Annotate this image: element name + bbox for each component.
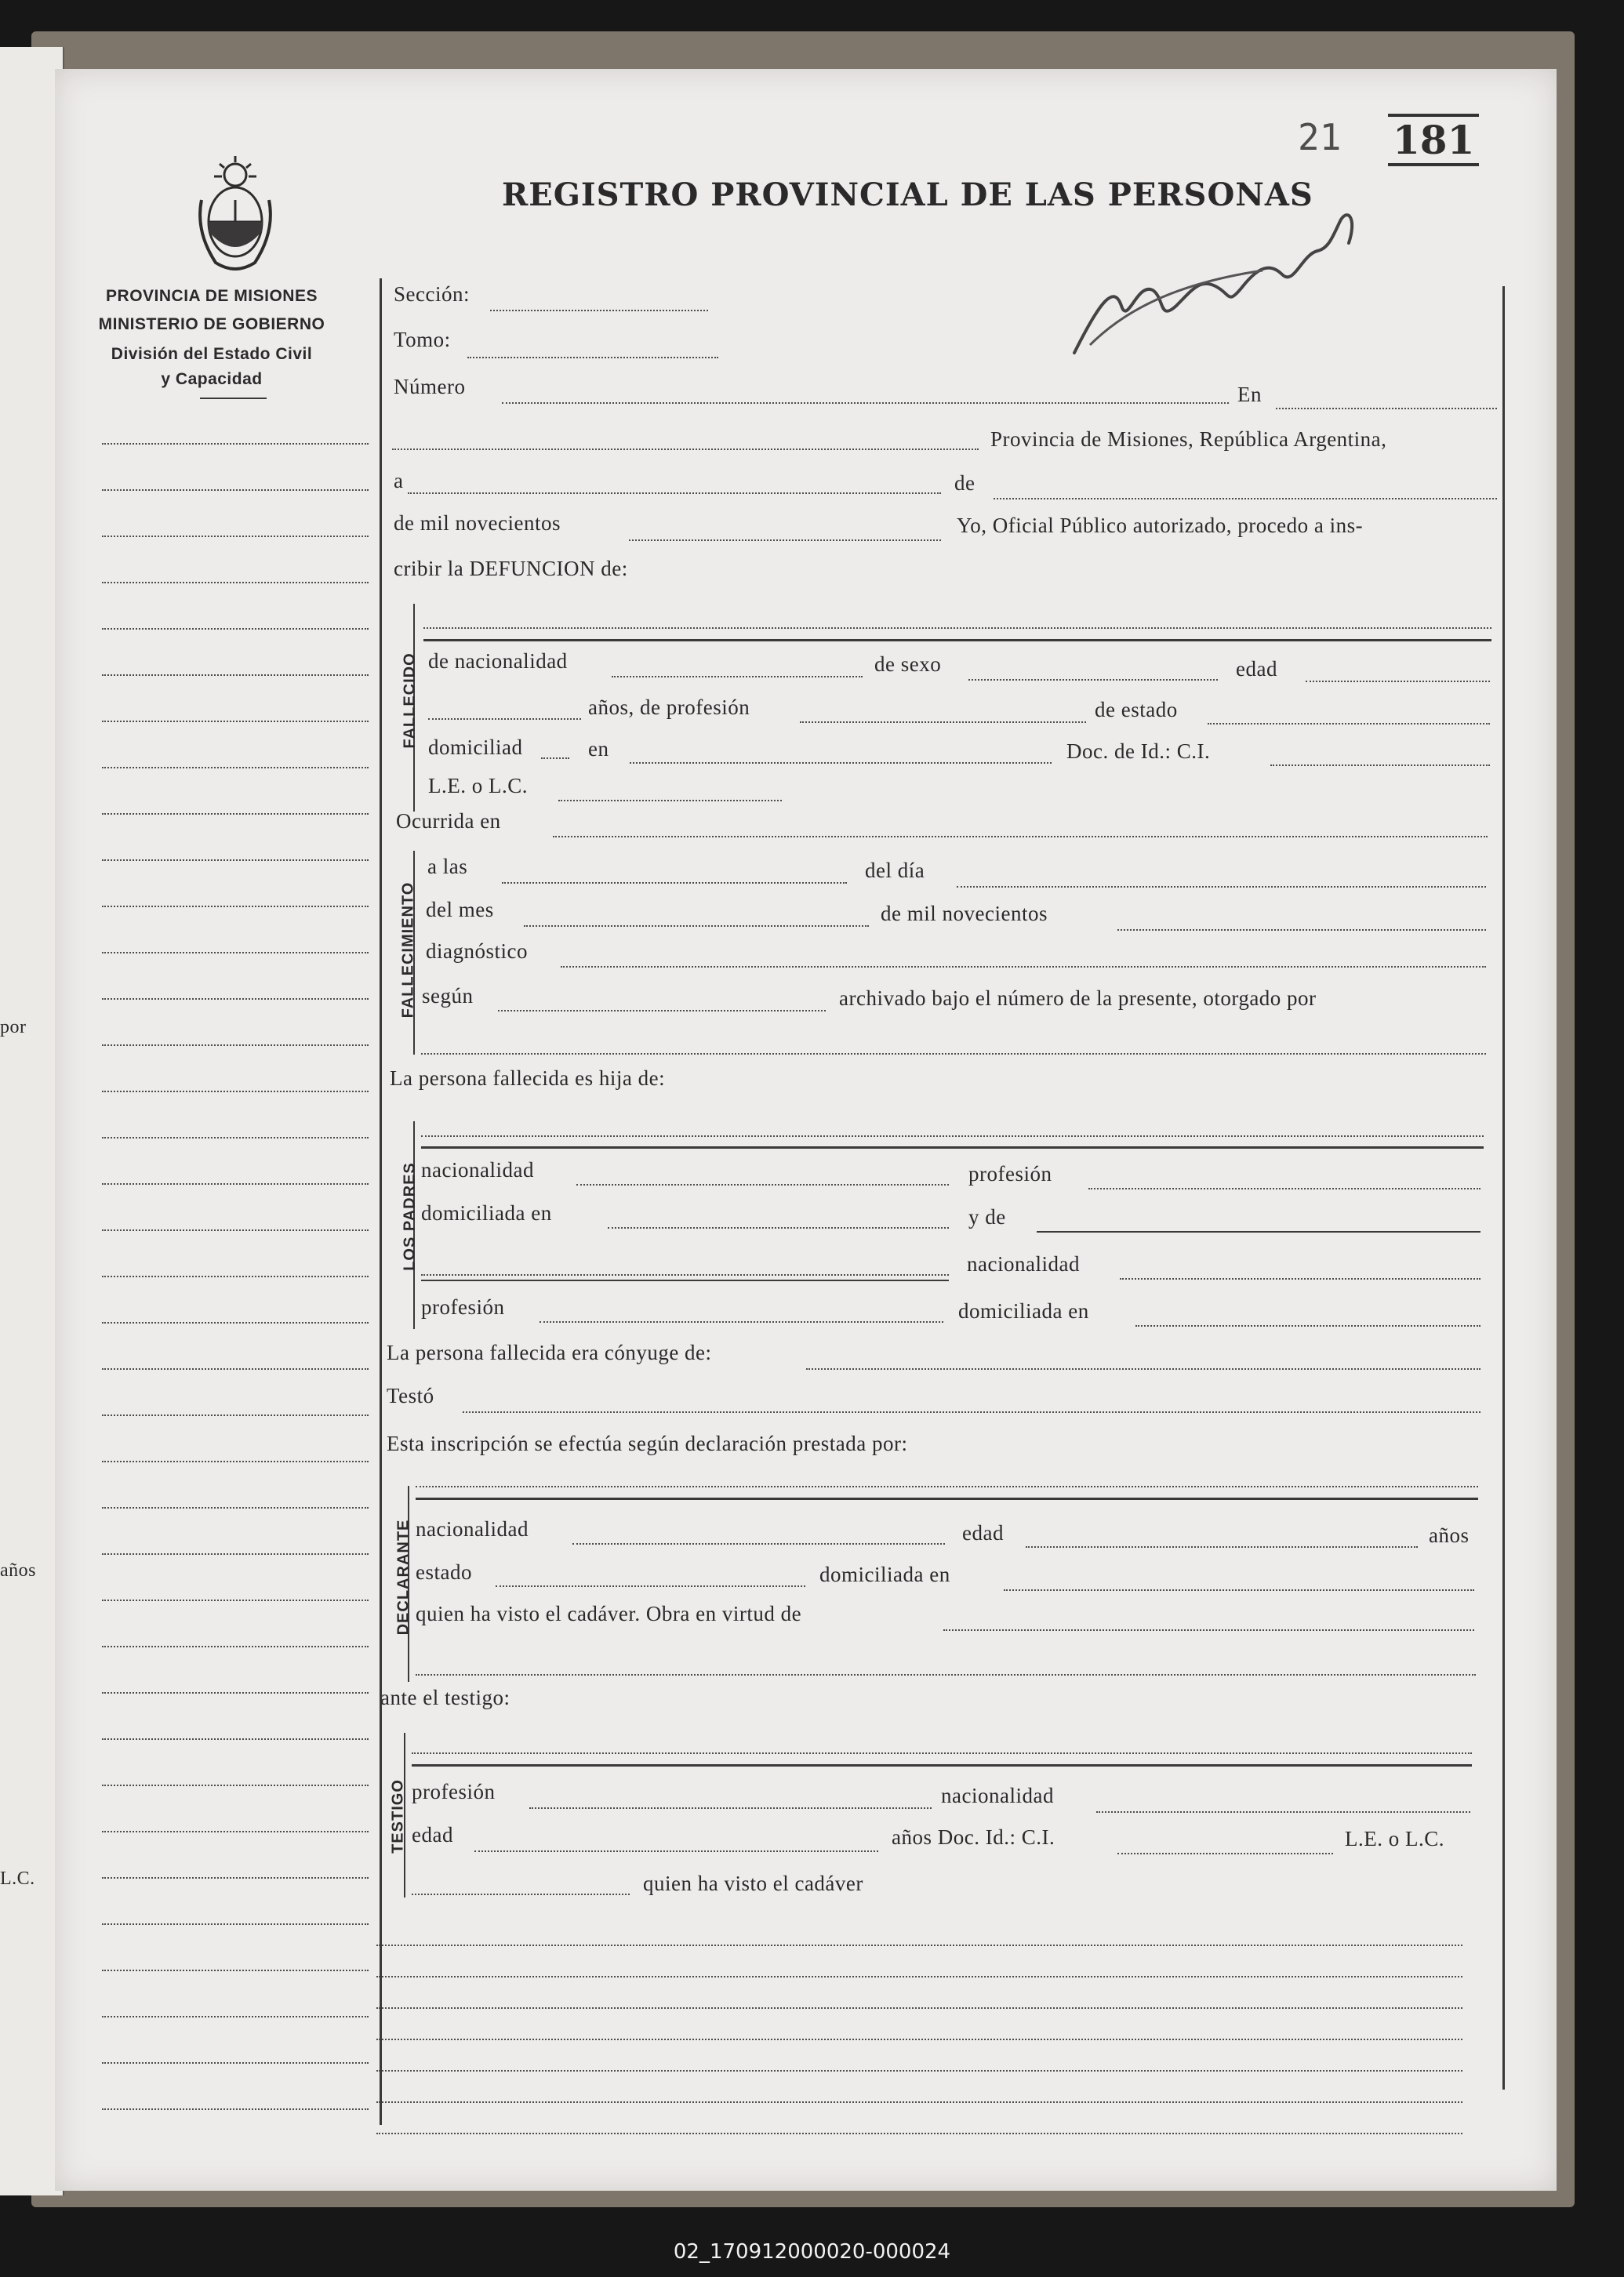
margin-rule-line[interactable] xyxy=(102,582,369,583)
field-tomo[interactable] xyxy=(467,357,718,358)
notes-line[interactable] xyxy=(376,2101,1462,2103)
margin-rule-line[interactable] xyxy=(102,1831,369,1832)
margin-rule-line[interactable] xyxy=(102,1461,369,1462)
header-division: División del Estado Civil xyxy=(111,345,313,363)
margin-divider xyxy=(380,278,382,2125)
field-domicilio[interactable] xyxy=(630,762,1052,764)
label-ante-testigo: ante el testigo: xyxy=(380,1686,510,1709)
header-province: PROVINCIA DE MISIONES xyxy=(106,287,318,305)
label-en: En xyxy=(1237,383,1262,406)
label-y-de: y de xyxy=(968,1205,1006,1229)
margin-rule-line[interactable] xyxy=(102,1600,369,1601)
margin-rule-line[interactable] xyxy=(102,1276,369,1277)
margin-rule-line[interactable] xyxy=(102,952,369,953)
label-estado-declarante: estado xyxy=(416,1560,472,1584)
left-page-fragment: por xyxy=(0,1017,27,1037)
notes-line[interactable] xyxy=(376,2007,1462,2009)
field-seccion[interactable] xyxy=(490,310,708,311)
label-testo: Testó xyxy=(387,1384,434,1407)
field-testigo[interactable] xyxy=(412,1752,1472,1754)
margin-rule-line[interactable] xyxy=(102,2108,369,2110)
label-conyuge: La persona fallecida era cónyuge de: xyxy=(387,1341,712,1364)
section-rule xyxy=(421,1280,949,1281)
label-domiciliada-madre: domiciliada en xyxy=(958,1299,1089,1323)
label-nacionalidad-testigo: nacionalidad xyxy=(941,1784,1054,1807)
left-page-fragment: L.C. xyxy=(0,1868,35,1889)
margin-rule-line[interactable] xyxy=(102,2016,369,2017)
label-seccion: Sección: xyxy=(394,282,470,306)
margin-rule-line[interactable] xyxy=(102,906,369,907)
margin-rule-line[interactable] xyxy=(102,628,369,630)
image-id-caption: 02_170912000020-000024 xyxy=(673,2240,951,2264)
label-a-las: a las xyxy=(427,855,468,878)
field-padre[interactable] xyxy=(421,1135,1484,1137)
margin-rule-line[interactable] xyxy=(102,721,369,722)
label-profesion-madre: profesión xyxy=(421,1295,505,1319)
field-testo[interactable] xyxy=(463,1411,1480,1413)
field-edad-testigo[interactable] xyxy=(474,1850,878,1852)
label-de-mil-novecientos: de mil novecientos xyxy=(394,511,561,535)
label-nacionalidad: de nacionalidad xyxy=(428,649,568,673)
field-domiciliad[interactable] xyxy=(541,757,569,759)
field-nacionalidad-padre[interactable] xyxy=(576,1184,949,1186)
signature xyxy=(1066,188,1380,369)
field-edad[interactable] xyxy=(1306,681,1490,682)
label-domiciliada-declarante: domiciliada en xyxy=(819,1563,950,1586)
margin-rule-line[interactable] xyxy=(102,1137,369,1138)
margin-rule-line[interactable] xyxy=(102,1368,369,1370)
margin-rule-line[interactable] xyxy=(102,1507,369,1509)
label-edad-testigo: edad xyxy=(412,1823,453,1847)
field-doc-id[interactable] xyxy=(1270,764,1490,766)
field-otorgado[interactable] xyxy=(421,1053,1486,1055)
field-profesion-padre[interactable] xyxy=(1088,1188,1480,1189)
label-del-mes: del mes xyxy=(426,898,494,921)
form-title: REGISTRO PROVINCIAL DE LAS PERSONAS xyxy=(502,176,1313,213)
field-a[interactable] xyxy=(408,492,941,494)
field-diagnostico[interactable] xyxy=(561,966,1486,968)
field-nacionalidad-madre[interactable] xyxy=(1120,1278,1480,1280)
old-page-number: 181 xyxy=(1388,114,1479,166)
label-de: de xyxy=(954,471,975,495)
margin-rule-line[interactable] xyxy=(102,1692,369,1694)
margin-rule-line[interactable] xyxy=(102,1646,369,1647)
field-anio-fallecimiento[interactable] xyxy=(1117,929,1486,931)
margin-rule-line[interactable] xyxy=(102,1091,369,1092)
label-le-lc-testigo: L.E. o L.C. xyxy=(1345,1827,1444,1850)
section-rule xyxy=(412,1764,1472,1767)
label-nacionalidad-declarante: nacionalidad xyxy=(416,1517,529,1541)
field-de[interactable] xyxy=(994,498,1497,499)
label-domiciliad: domiciliad xyxy=(428,735,523,759)
section-label-padres: LOS PADRES xyxy=(401,1162,419,1271)
field-obra-extra[interactable] xyxy=(416,1674,1476,1676)
notes-line[interactable] xyxy=(376,2039,1462,2040)
section-label-fallecimiento: FALLECIMIENTO xyxy=(399,881,417,1019)
field-nombre-fallecido[interactable] xyxy=(423,627,1491,629)
page-number: 21 xyxy=(1298,116,1342,158)
label-sexo: de sexo xyxy=(874,652,942,676)
margin-rule-line[interactable] xyxy=(102,1229,369,1231)
label-nacionalidad-padre: nacionalidad xyxy=(421,1158,534,1182)
label-profesion-padre: profesión xyxy=(968,1162,1052,1186)
label-doc-id: Doc. de Id.: C.I. xyxy=(1066,739,1211,763)
field-anio[interactable] xyxy=(629,539,941,541)
label-quien-ha-visto: quien ha visto el cadáver. Obra en virtud de xyxy=(416,1602,802,1625)
section-rule xyxy=(423,639,1491,641)
field-domicilio-padre[interactable] xyxy=(608,1227,949,1229)
field-profesion[interactable] xyxy=(800,721,1086,723)
margin-rule-line[interactable] xyxy=(102,1923,369,1925)
coat-of-arms-icon xyxy=(192,153,278,278)
label-estado: de estado xyxy=(1095,698,1178,721)
label-inscripcion: Esta inscripción se efectúa según declaración prestada por: xyxy=(387,1432,908,1455)
section-label-declarante: DECLARANTE xyxy=(394,1519,412,1636)
field-domicilio-madre[interactable] xyxy=(1135,1325,1480,1327)
label-a: a xyxy=(394,469,404,492)
label-edad: edad xyxy=(1236,657,1277,681)
field-obra-en-virtud[interactable] xyxy=(943,1629,1474,1631)
label-del-dia: del día xyxy=(865,859,925,882)
margin-rule-line[interactable] xyxy=(102,443,369,445)
field-ocurrida[interactable] xyxy=(553,836,1488,837)
label-domiciliada-padre: domiciliada en xyxy=(421,1201,552,1225)
label-cribir-defuncion: cribir la DEFUNCION de: xyxy=(394,557,628,580)
right-border xyxy=(1502,286,1505,2090)
margin-rule-line[interactable] xyxy=(102,674,369,676)
header-underline xyxy=(200,398,267,399)
header-capacity: y Capacidad xyxy=(161,370,263,388)
section-rule xyxy=(421,1146,1484,1149)
margin-rule-line[interactable] xyxy=(102,1553,369,1555)
field-anios[interactable] xyxy=(428,718,581,720)
margin-rule-line[interactable] xyxy=(102,998,369,1000)
header-ministry: MINISTERIO DE GOBIERNO xyxy=(98,315,325,333)
margin-rule-line[interactable] xyxy=(102,1785,369,1786)
field-lugar[interactable] xyxy=(392,448,979,450)
label-profesion-testigo: profesión xyxy=(412,1780,496,1803)
field-mes[interactable] xyxy=(524,925,869,927)
field-nacionalidad[interactable] xyxy=(612,676,863,677)
margin-rule-line[interactable] xyxy=(102,1970,369,1971)
margin-rule-line[interactable] xyxy=(102,489,369,491)
margin-rule-line[interactable] xyxy=(102,1414,369,1416)
label-hija-de: La persona fallecida es hija de: xyxy=(390,1066,666,1090)
field-en[interactable] xyxy=(1276,408,1497,409)
field-madre-nombre[interactable] xyxy=(421,1274,949,1276)
label-provincia: Provincia de Misiones, República Argentina, xyxy=(990,427,1387,451)
label-nacionalidad-madre: nacionalidad xyxy=(967,1252,1080,1276)
field-dia[interactable] xyxy=(957,886,1486,888)
section-label-fallecido: FALLECIDO xyxy=(401,652,419,749)
field-edad-declarante[interactable] xyxy=(1026,1546,1418,1548)
label-yo-oficial: Yo, Oficial Público autorizado, procedo a ins- xyxy=(957,514,1364,537)
field-le-lc-testigo[interactable] xyxy=(412,1894,630,1895)
label-tomo: Tomo: xyxy=(394,328,451,351)
label-diagnostico: diagnóstico xyxy=(426,939,528,963)
margin-rule-line[interactable] xyxy=(102,767,369,768)
label-anios-doc-testigo: años Doc. Id.: C.I. xyxy=(892,1825,1055,1849)
label-anios-profesion: años, de profesión xyxy=(588,695,750,719)
notes-line[interactable] xyxy=(376,2070,1462,2072)
label-segun: según xyxy=(422,984,474,1008)
label-ocurrida: Ocurrida en xyxy=(396,809,501,833)
label-de-mil: de mil novecientos xyxy=(881,902,1048,925)
field-nacionalidad-testigo[interactable] xyxy=(1096,1811,1470,1813)
field-domicilio-declarante[interactable] xyxy=(1004,1589,1474,1591)
margin-rule-line[interactable] xyxy=(102,859,369,861)
field-estado[interactable] xyxy=(1208,723,1490,724)
margin-rule-line[interactable] xyxy=(102,1044,369,1046)
field-estado-declarante[interactable] xyxy=(496,1585,805,1587)
field-ci-testigo[interactable] xyxy=(1117,1853,1333,1854)
margin-rule-line[interactable] xyxy=(102,1877,369,1879)
margin-rule-line[interactable] xyxy=(102,536,369,537)
field-segun[interactable] xyxy=(498,1010,826,1011)
field-sexo[interactable] xyxy=(968,679,1218,681)
field-profesion-testigo[interactable] xyxy=(529,1807,932,1809)
notes-line[interactable] xyxy=(376,1945,1462,1946)
field-nacionalidad-declarante[interactable] xyxy=(572,1543,945,1545)
label-en: en xyxy=(588,737,609,761)
field-madre[interactable] xyxy=(1037,1231,1480,1233)
label-edad-declarante: edad xyxy=(962,1521,1004,1545)
margin-rule-line[interactable] xyxy=(102,813,369,815)
label-archivado: archivado bajo el número de la presente, otorgado por xyxy=(839,986,1317,1010)
field-declarante[interactable] xyxy=(416,1486,1478,1487)
margin-rule-line[interactable] xyxy=(102,1183,369,1185)
margin-rule-line[interactable] xyxy=(102,1738,369,1740)
section-label-testigo: TESTIGO xyxy=(389,1779,407,1854)
field-numero[interactable] xyxy=(502,402,1229,404)
field-conyuge[interactable] xyxy=(806,1368,1480,1370)
field-hora[interactable] xyxy=(502,882,847,884)
label-le-lc: L.E. o L.C. xyxy=(428,774,528,797)
label-anios-declarante: años xyxy=(1429,1523,1470,1547)
label-quien-ha-visto-testigo: quien ha visto el cadáver xyxy=(643,1872,863,1895)
margin-rule-line[interactable] xyxy=(102,2062,369,2064)
label-numero: Número xyxy=(394,375,466,398)
notes-line[interactable] xyxy=(376,2133,1462,2134)
field-profesion-madre[interactable] xyxy=(540,1321,943,1323)
section-rule xyxy=(416,1498,1478,1500)
notes-line[interactable] xyxy=(376,1976,1462,1977)
left-page-fragment: años xyxy=(0,1560,36,1581)
margin-rule-line[interactable] xyxy=(102,1322,369,1324)
field-le-lc[interactable] xyxy=(558,800,782,801)
